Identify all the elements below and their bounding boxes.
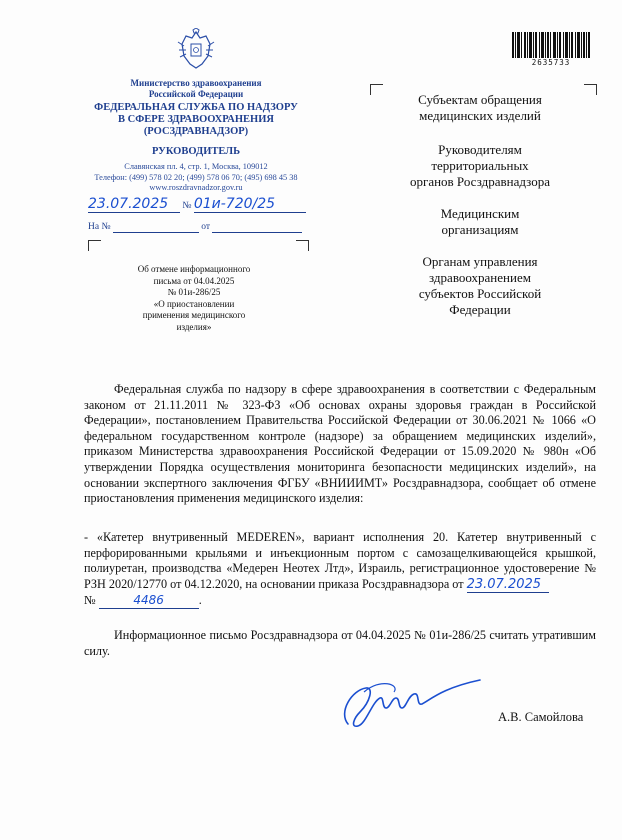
body-paragraph-3: Информационное письмо Росздравнадзора от 04.04.2025 № 01и-286/25 считать утратившим силу. <box>84 628 596 658</box>
contact-block <box>76 162 316 194</box>
subject-line: «О приостановлении <box>153 298 235 309</box>
service-name <box>76 102 316 138</box>
coat-of-arms-emblem <box>176 28 216 72</box>
recipient-line: здравоохранением <box>429 270 531 285</box>
from-label: от <box>201 222 211 232</box>
corner-mark <box>584 84 597 95</box>
subject-block <box>92 264 296 333</box>
website: www.roszdravnadzor.gov.ru <box>149 183 243 192</box>
address: Славянская пл. 4, стр. 1, Москва, 109012 <box>124 162 268 171</box>
order-number-label: № <box>84 592 96 607</box>
recipient-1 <box>380 92 580 124</box>
outgoing-date: 23.07.2025 <box>88 196 180 213</box>
phones: Телефон: (499) 578 02 20; (499) 578 06 70; (495) 698 45 38 <box>94 172 298 182</box>
recipient-line: Медицинским <box>440 206 520 221</box>
corner-mark <box>88 240 101 251</box>
outgoing-number: 01и-720/25 <box>194 196 306 213</box>
service-line: В СФЕРЕ ЗДРАВООХРАНЕНИЯ <box>118 114 274 125</box>
corner-mark <box>296 240 309 251</box>
subject-line: изделия» <box>176 321 212 332</box>
item-text: - «Катетер внутривенный MEDEREN», вариант исполнения 20. Катетер внутривенный с перфорированными крыльями и инъекционным портом с самозащелкивающейся крышкой, полиуретан, производства «Mедерен Неотех Лтд», Израиль, регистрационное удостоверение № РЗН 2020/12770 от 04.12.2020, на основании приказа Росздравнадзора от <box>84 530 596 591</box>
recipient-line: Руководителям <box>438 142 522 157</box>
recipient-line: Органам управления <box>422 254 538 269</box>
subject-line: письма от 04.04.2025 <box>153 275 235 286</box>
service-line: ФЕДЕРАЛЬНАЯ СЛУЖБА ПО НАДЗОРУ <box>94 102 298 113</box>
recipient-line: органов Росздравнадзора <box>409 174 551 189</box>
body-paragraph-1: Федеральная служба по надзору в сфере здравоохранения в соответствии с Федеральным законом от 21.11.2011 № 323-ФЗ «Об основах охраны здоровья граждан в Российской Федерации», постановлением Правительства Российской Федерации от 30.06.2021 № 1066 «О федеральном государственном контроле (надзоре) за обращением медицинских изделий», приказом Министерства здравоохранения Российской Федерации от 15.09.2020 № 980н «Об утверждении Порядка осуществления мониторинга безопасности медицинских изделий», на основании экспертного заключения ФГБУ «ВНИИИМТ» Росздравнадзора, сообщает об отмене приостановления применения медицинского изделия: <box>84 382 596 506</box>
recipient-3 <box>380 206 580 238</box>
recipient-line: субъектов Российской <box>418 286 542 301</box>
barcode <box>512 32 590 58</box>
subject-line: № 01и-286/25 <box>167 287 221 297</box>
recipient-2 <box>380 142 580 190</box>
barcode-number: 2635733 <box>531 58 571 67</box>
reply-label: На № <box>88 222 111 232</box>
ministry-name <box>76 78 316 100</box>
order-date: 23.07.2025 <box>467 578 549 593</box>
recipient-line: организациям <box>441 222 519 237</box>
signer-name: А.В. Самойлова <box>498 710 584 724</box>
head-title: РУКОВОДИТЕЛЬ <box>151 146 241 157</box>
handwritten-signature <box>330 672 490 734</box>
outgoing-reference <box>88 196 318 213</box>
number-label: № <box>182 201 192 211</box>
recipient-line: Федерации <box>449 302 511 317</box>
recipient-line: территориальных <box>431 158 529 173</box>
recipient-line: медицинских изделий <box>419 108 541 123</box>
ministry-line: Российской Федерации <box>148 89 244 99</box>
recipient-line: Субъектам обращения <box>418 92 542 107</box>
subject-line: Об отмене информационного <box>137 264 251 274</box>
subject-line: применения медицинского <box>142 310 246 320</box>
reply-reference <box>88 222 318 233</box>
service-line: (РОСЗДРАВНАДЗОР) <box>143 126 249 137</box>
ministry-line: Министерство здравоохранения <box>130 78 262 88</box>
order-number: 4486 <box>99 593 199 610</box>
recipient-4 <box>380 254 580 318</box>
body-item: - «Катетер внутривенный MEDEREN», вариант исполнения 20. Катетер внутривенный с перфорированными крыльями и инъекционным портом с самозащелкивающейся крышкой, полиуретан, производства «Mедерен Неотех Лтд», Израиль, регистрационное удостоверение № РЗН 2020/12770 от 04.12.2020, на основании приказа Росздравнадзора от 23.07.2025 № 4486 . <box>84 530 596 609</box>
